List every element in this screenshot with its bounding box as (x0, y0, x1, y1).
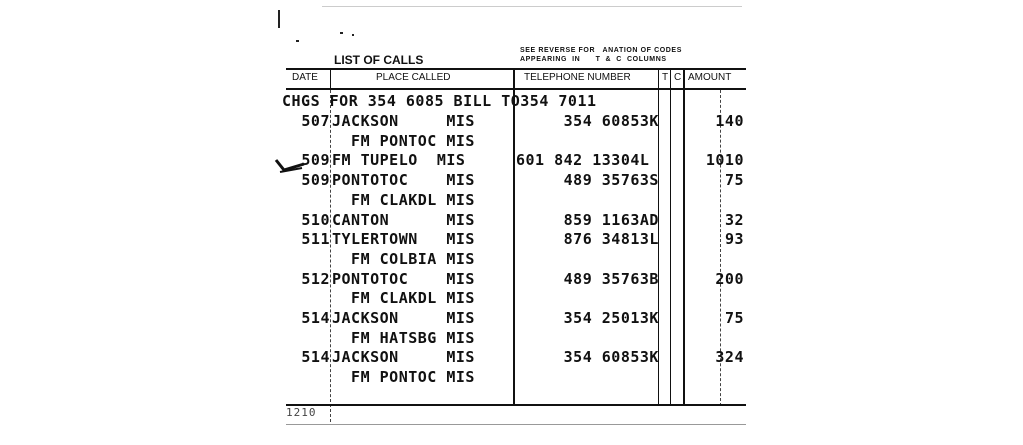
column-header-date: DATE (292, 72, 318, 83)
divider-date-dashed (330, 90, 331, 422)
call-amount: 140 (715, 112, 744, 130)
call-amount: 324 (715, 348, 744, 367)
codes-note-line2: APPEARING IN T & C COLUMNS (520, 56, 667, 63)
place-called: FM COLBIA MIS (332, 249, 475, 268)
place-called: FM PONTOC MIS (332, 131, 475, 150)
divider-c-amount (683, 68, 685, 406)
place-called: PONTOTOC MIS (332, 171, 475, 190)
place-called: JACKSON MIS (332, 112, 475, 130)
column-header-place: PLACE CALLED (376, 72, 451, 83)
call-amount: 32 (724, 210, 744, 229)
header-top-rule (286, 68, 746, 70)
column-header-c: C (674, 72, 682, 83)
call-amount: 1010 (705, 151, 744, 170)
divider-place-phone (513, 68, 515, 406)
bottom-rule (286, 404, 746, 406)
column-header-amount: AMOUNT (688, 72, 732, 83)
call-list-document (282, 0, 748, 445)
telephone-number: 859 1163AD (516, 210, 659, 229)
place-called: PONTOTOC MIS (332, 269, 475, 288)
call-date: 509 (301, 151, 330, 170)
place-called: JACKSON MIS (332, 309, 475, 327)
telephone-number: 354 25013K (516, 309, 659, 327)
call-date: 510 (301, 210, 330, 229)
call-amount: 75 (724, 309, 744, 327)
telephone-number: 489 35763S (516, 171, 659, 190)
speck (296, 40, 299, 42)
place-called: FM HATSBG MIS (332, 328, 475, 347)
place-called: FM CLAKDL MIS (332, 190, 475, 209)
codes-note (520, 46, 682, 64)
place-called: TYLERTOWN MIS (332, 230, 475, 249)
call-amount: 200 (715, 269, 744, 288)
divider-t-c (670, 68, 671, 406)
column-header-t: T (662, 72, 669, 83)
margin-mark (278, 10, 280, 28)
list-title: LIST OF CALLS (334, 53, 424, 67)
call-amount: 75 (724, 171, 744, 190)
call-date: 509 (301, 171, 330, 190)
footer-faint-rule (286, 424, 746, 425)
telephone-number: 354 60853K (516, 348, 659, 367)
speck (352, 34, 354, 36)
summary-line: CHGS FOR 354 6085 BILL TO354 7011 (282, 92, 597, 110)
place-called: FM PONTOC MIS (332, 368, 475, 387)
call-date: 514 (301, 348, 330, 367)
call-date: 511 (301, 230, 330, 249)
call-date: 512 (301, 269, 330, 288)
top-faint-rule (322, 6, 742, 7)
call-amount: 93 (724, 230, 744, 249)
header-bottom-rule (286, 88, 746, 90)
place-called: JACKSON MIS (332, 348, 475, 367)
footer-mark: 1210 (286, 406, 317, 419)
call-date: 514 (301, 309, 330, 327)
telephone-number: 489 35763B (516, 269, 659, 288)
telephone-number: 601 842 13304L (516, 151, 650, 170)
column-header-phone: TELEPHONE NUMBER (524, 72, 631, 83)
telephone-number: 876 34813L (516, 230, 659, 249)
telephone-number: 354 60853K (516, 112, 659, 130)
place-called: CANTON MIS (332, 210, 475, 229)
call-date: 507 (301, 112, 330, 130)
speck (340, 32, 343, 34)
place-called: FM CLAKDL MIS (332, 289, 475, 308)
codes-note-line1: SEE REVERSE FOR ANATION OF CODES (520, 47, 682, 54)
place-called: FM TUPELO MIS (332, 151, 466, 170)
divider-date-place (330, 68, 331, 90)
